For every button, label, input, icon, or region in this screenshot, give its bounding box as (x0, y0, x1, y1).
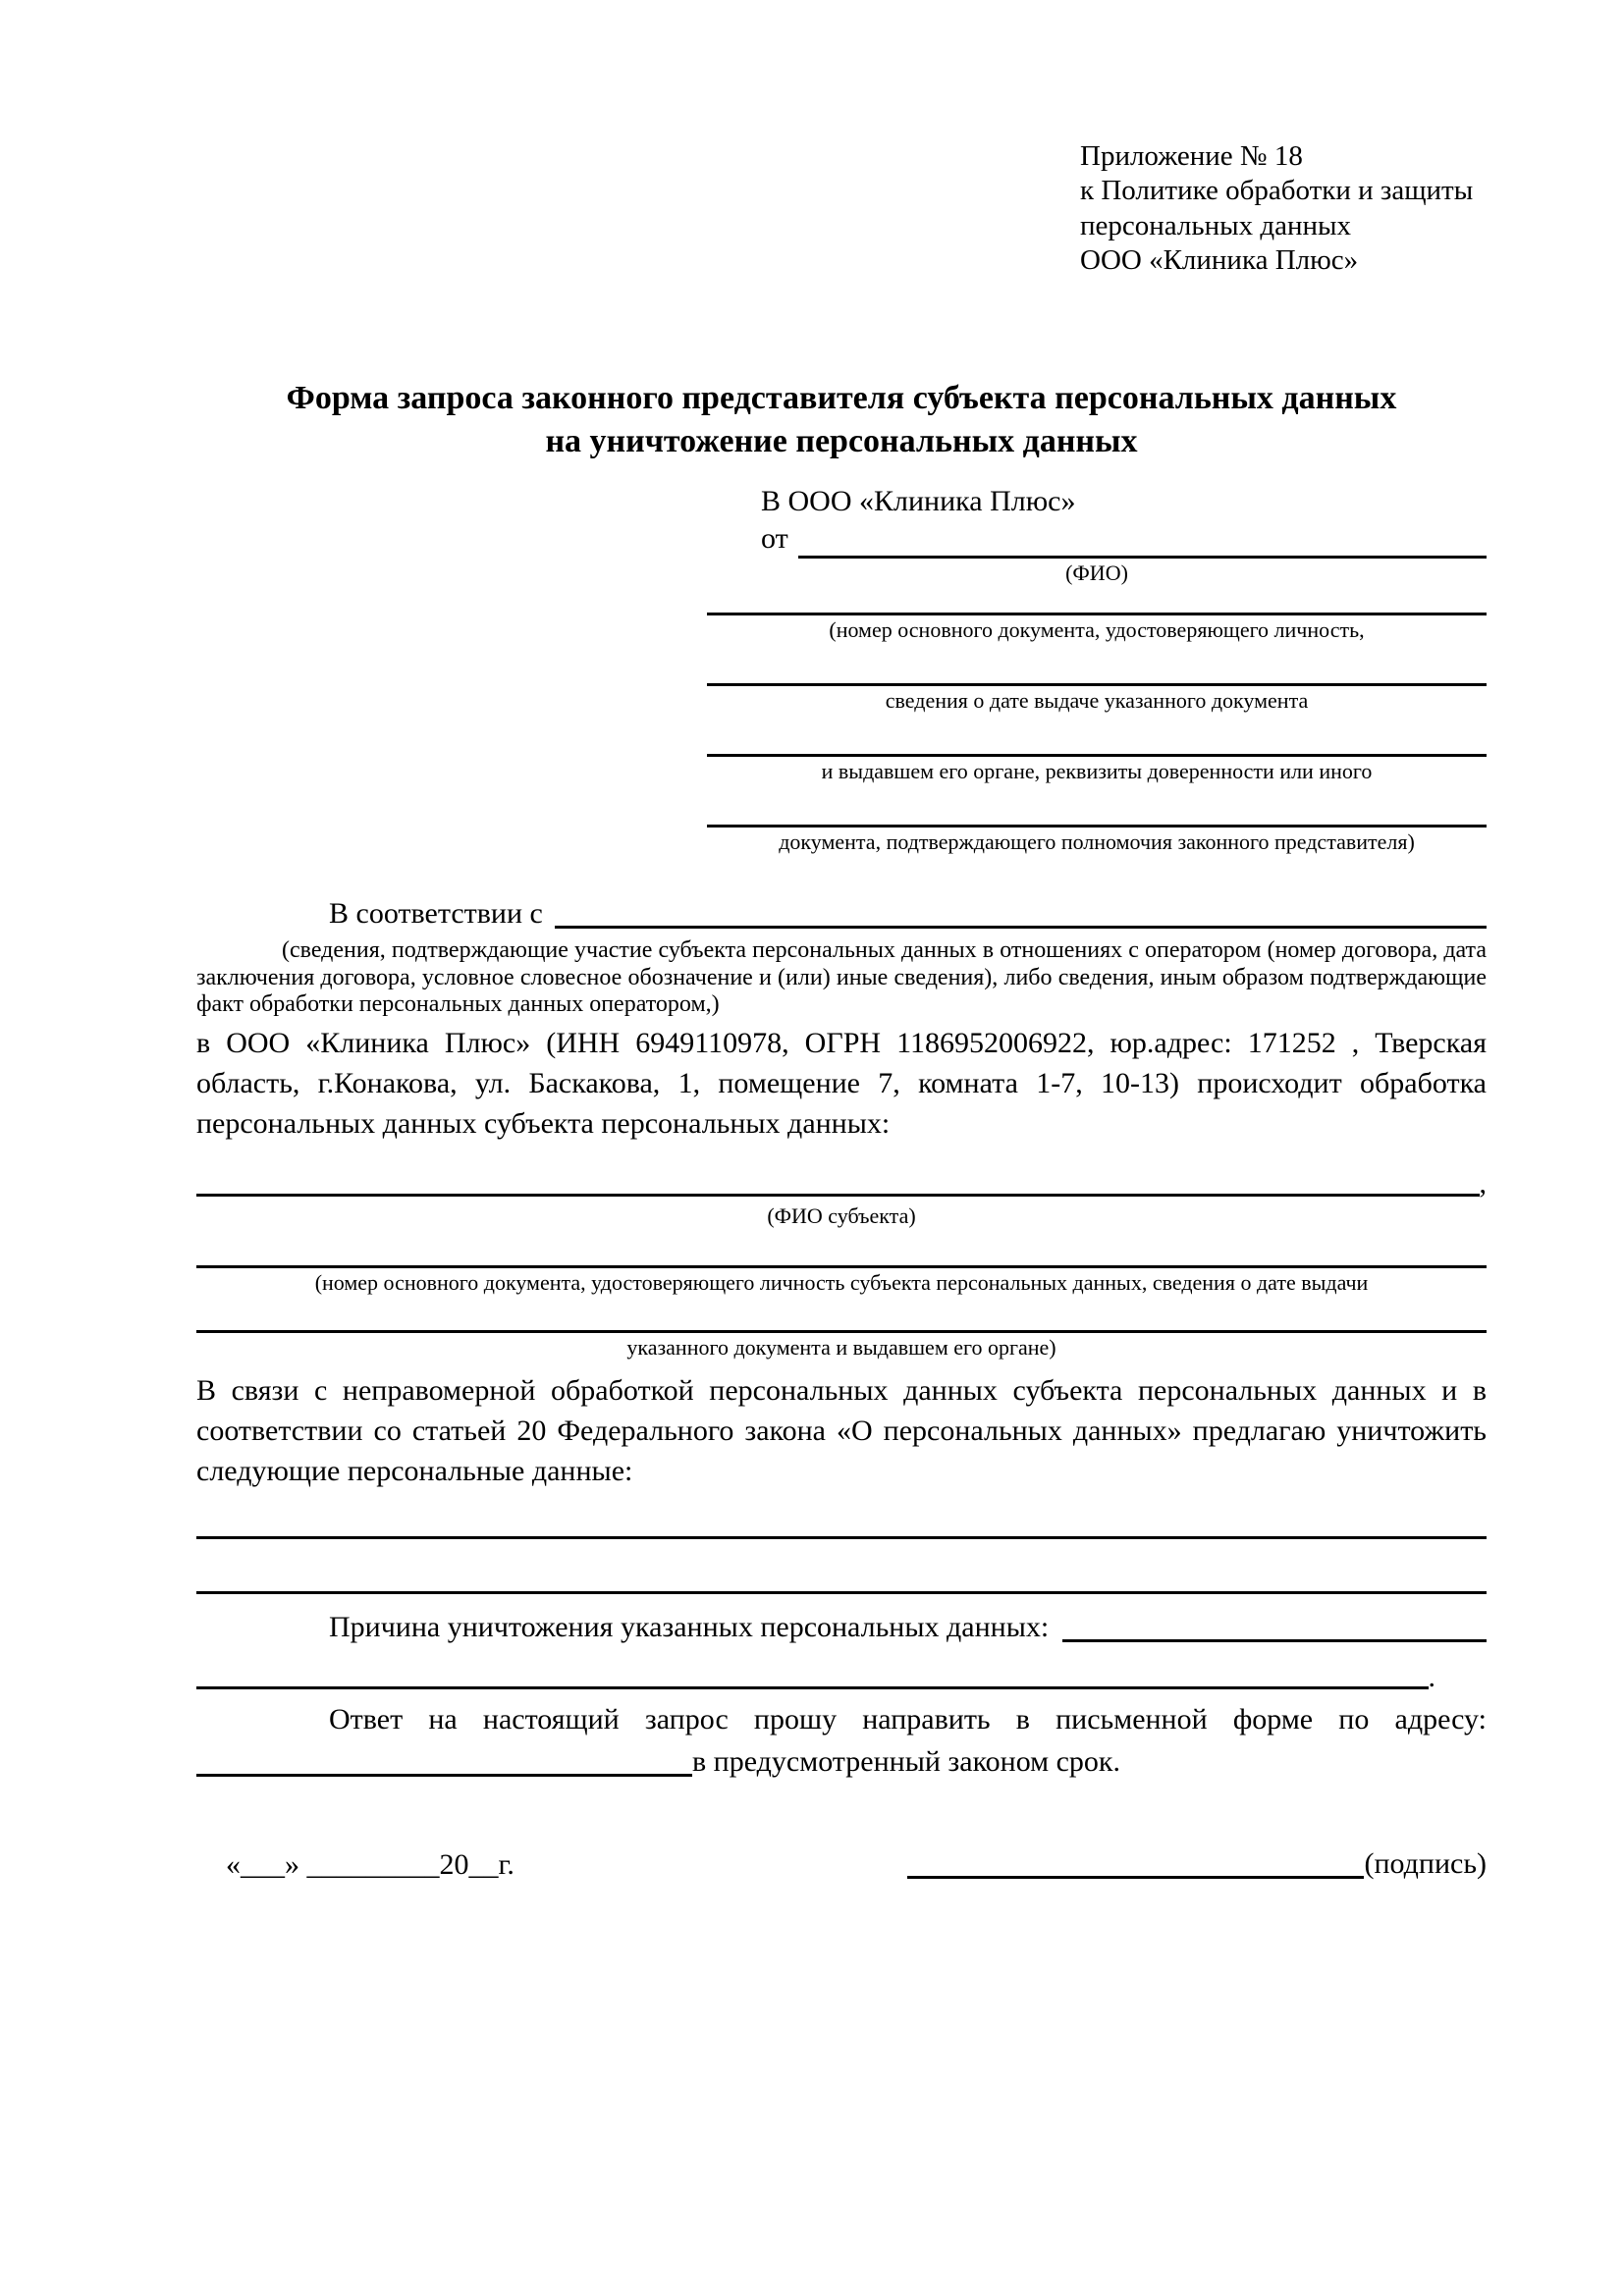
signature-caption: (подпись) (1364, 1846, 1487, 1880)
blank-line (196, 1661, 1429, 1689)
blank-line (196, 1586, 1487, 1594)
appendix-line: к Политике обработки и защиты (1080, 175, 1474, 207)
blank-line (196, 1260, 1487, 1268)
trailing-period: . (1428, 1660, 1435, 1693)
reason-continuation-row (196, 1661, 1487, 1694)
blank-line (707, 608, 1487, 615)
trailing-comma: , (1479, 1166, 1487, 1200)
doc-caption: документа, подтверждающего полномочия законного представителя) (779, 829, 1415, 855)
appendix-line: персональных данных (1080, 209, 1352, 241)
date-field: «___» _________20__г. (226, 1847, 514, 1881)
addressee-from-row (707, 521, 1487, 559)
footer (196, 1844, 1487, 1884)
blank-line (707, 678, 1487, 686)
appendix-line: Приложение № 18 (1080, 140, 1303, 172)
subject-fio-caption: (ФИО субъекта) (767, 1202, 916, 1228)
subject-doc-caption-2: указанного документа и выдавшем его органе) (626, 1334, 1056, 1360)
from-label: от (761, 522, 788, 556)
doc-caption: сведения о дате выдаче указанного документа (885, 688, 1309, 714)
reason-row (196, 1608, 1487, 1647)
blank-line (196, 1166, 1480, 1197)
from-blank-line (798, 521, 1487, 559)
address-blank-line (196, 1742, 692, 1777)
doc-caption: и выдавшем его органе, реквизиты доверенности или иного (821, 759, 1373, 784)
blank-line (707, 749, 1487, 757)
signature-blank-line (907, 1844, 1364, 1879)
answer-tail-text: в предусмотренный законом срок. (692, 1744, 1120, 1778)
body (196, 894, 1487, 1782)
accordance-row (196, 894, 1487, 934)
answer-paragraph: Ответ на настоящий запрос прошу направить в письменной форме по адресу: (329, 1702, 1487, 1735)
appendix-header (1080, 139, 1487, 279)
subject-doc-caption-1: (номер основного документа, удостоверяющего личность субъекта персональных данных, сведения о дате выдачи (314, 1269, 1369, 1295)
signature-group (907, 1844, 1487, 1884)
fio-caption: (ФИО) (1065, 561, 1128, 586)
reason-blank-line (1062, 1608, 1487, 1642)
blank-line (707, 820, 1487, 828)
doc-caption: (номер основного документа, удостоверяющего личность, (829, 617, 1365, 643)
appendix-line: ООО «Клиника Плюс» (1080, 244, 1359, 277)
operator-paragraph: в ООО «Клиника Плюс» (ИНН 6949110978, ОГРН 1186952006922, юр.адрес: 171252 , Тверская область, г.Конакова, ул. Баскакова, 1, помещение 7, комната 1-7, 10-13) происходит обработка персональных данных субъекта персональных данных: (196, 1027, 1487, 1140)
addressee-to: В ООО «Клиника Плюс» (761, 484, 1076, 517)
page-title-line-2: на уничтожение персональных данных (545, 422, 1138, 459)
blank-line (196, 1531, 1487, 1539)
blank-line (196, 1325, 1487, 1333)
accordance-note: (сведения, подтверждающие участие субъекта персональных данных в отношениях с оператором (номер договора, дата заключения договора, условное словесное обозначение и (или) иные сведения), либо сведения, иным образом подтверждающие факт обработки персональных данных оператором,) (196, 937, 1487, 1017)
subject-fio-row (196, 1166, 1487, 1201)
accordance-blank-line (555, 894, 1487, 929)
page-title (196, 377, 1487, 463)
page-title-line-1: Форма запроса законного представителя субъекта персональных данных (286, 379, 1397, 416)
answer-tail-row (196, 1742, 1487, 1782)
request-paragraph: В связи с неправомерной обработкой персональных данных субъекта персональных данных и в соответствии со статьей 20 Федерального закона «О персональных данных» предлагаю уничтожить следующие персональные данные: (196, 1374, 1487, 1488)
accordance-label: В соответствии с (329, 897, 543, 931)
addressee-block (707, 483, 1487, 855)
reason-label: Причина уничтожения указанных персональных данных: (329, 1610, 1050, 1643)
